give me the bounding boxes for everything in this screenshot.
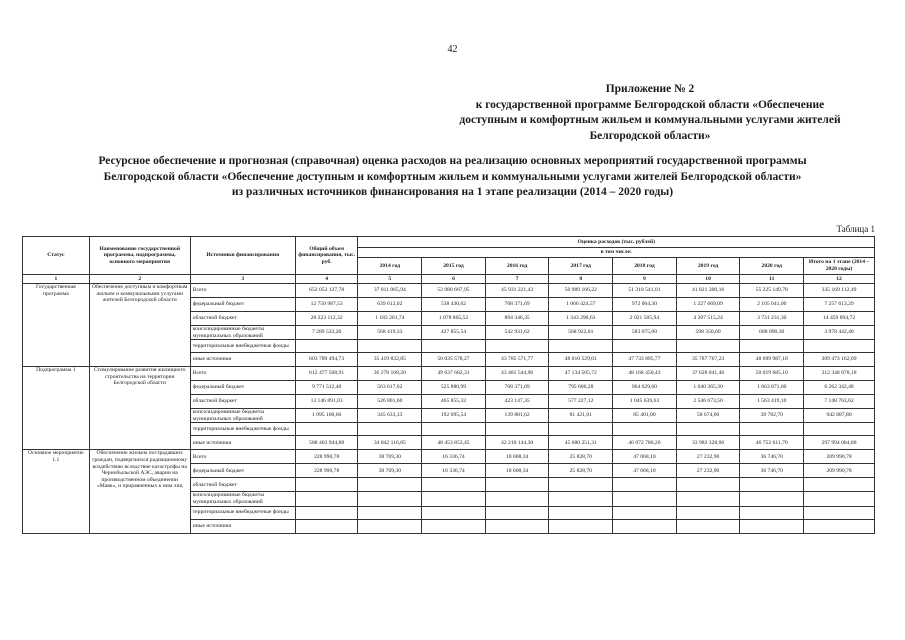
amount-cell: 1 066 424,57 [549, 298, 613, 312]
amount-cell [485, 492, 549, 506]
amount-cell [485, 478, 549, 492]
amount-cell [358, 519, 422, 533]
amount-cell: 48 699 987,18 [740, 353, 804, 367]
amount-cell: 14 459 894,72 [804, 312, 875, 326]
amount-cell [358, 506, 422, 519]
amount-cell: 27 232,90 [676, 464, 740, 478]
amount-cell [613, 492, 677, 506]
section-status: Государственная программа [23, 284, 90, 367]
amount-cell: 1 078 865,52 [422, 312, 486, 326]
amount-cell: 38 769,30 [358, 464, 422, 478]
document-title [20, 154, 885, 201]
appendix-line: к государственной программе Белгородской области «Обеспечение [475, 98, 825, 111]
section-status: Основное мероприятие 1.1 [23, 450, 90, 533]
amount-cell: 942 887,80 [804, 409, 875, 423]
amount-cell: 18 008,34 [485, 450, 549, 464]
amount-cell: 3 731 231,30 [740, 312, 804, 326]
amount-cell [740, 340, 804, 353]
amount-cell [740, 506, 804, 519]
amount-cell: 46 072 780,20 [613, 436, 677, 450]
amount-cell: 35 787 767,23 [676, 353, 740, 367]
amount-cell [804, 506, 875, 519]
amount-cell [358, 423, 422, 436]
amount-cell: 568 922,01 [549, 326, 613, 340]
amount-cell [549, 492, 613, 506]
section-name: Стимулирование развития жилищного строительства на территории Белгородской области [89, 367, 190, 450]
column-index: 1 [23, 275, 90, 284]
amount-cell [422, 506, 486, 519]
amount-cell: 583 075,00 [613, 326, 677, 340]
amount-cell: 309 473 162,09 [804, 353, 875, 367]
amount-cell: 708 371,69 [485, 298, 549, 312]
amount-cell [613, 519, 677, 533]
amount-cell [422, 519, 486, 533]
funding-source: областной бюджет [190, 478, 295, 492]
amount-cell: 972 064,30 [613, 298, 677, 312]
page-number: 42 [447, 44, 458, 55]
funding-source: областной бюджет [190, 312, 295, 326]
table-row [23, 450, 875, 464]
amount-cell: 50 019 685,10 [740, 367, 804, 381]
amount-cell [295, 340, 358, 353]
amount-cell: 50 035 578,27 [422, 353, 486, 367]
amount-cell: 1 040 365,30 [676, 381, 740, 395]
title-line: Ресурсное обеспечение и прогнозная (справочная) оценка расходов на реализацию основных мероприятий государственной программы [98, 155, 807, 167]
amount-cell: 51 310 541,01 [613, 284, 677, 298]
section-name: Обеспечение жильем пострадавших граждан, подвергшихся радиационному воздействию вследствие катастрофы на Чернобыльской АЭС, аварии на производственном объединении «Маяк», и приравненных к ним лиц [89, 450, 190, 533]
column-index: 6 [422, 275, 486, 284]
amount-cell: 13 146 891,03 [295, 395, 358, 409]
amount-cell: 37 628 041,46 [676, 367, 740, 381]
amount-cell [549, 519, 613, 533]
column-index: 12 [804, 275, 875, 284]
amount-cell: 1 343 290,63 [549, 312, 613, 326]
amount-cell [676, 340, 740, 353]
amount-cell [740, 492, 804, 506]
amount-cell: 36 278 168,20 [358, 367, 422, 381]
amount-cell [676, 506, 740, 519]
amount-cell: 3 978 442,40 [804, 326, 875, 340]
appendix-heading [425, 82, 875, 144]
amount-cell: 598 350,60 [676, 326, 740, 340]
column-index: 4 [295, 275, 358, 284]
amount-cell: 538 430,62 [422, 298, 486, 312]
header-status: Статус [23, 237, 90, 275]
table-row [23, 367, 875, 381]
title-line: из различных источников финансирования на 1 этапе реализации (2014 – 2020 годы) [231, 186, 674, 198]
amount-cell: 58 674,60 [676, 409, 740, 423]
column-index: 3 [190, 275, 295, 284]
amount-cell: 6 262 342,48 [804, 381, 875, 395]
amount-cell: 48 010 529,01 [549, 353, 613, 367]
amount-cell [295, 478, 358, 492]
amount-cell [676, 519, 740, 533]
amount-cell [295, 492, 358, 506]
amount-cell: 48 168 450,43 [613, 367, 677, 381]
amount-cell: 12 750 987,53 [295, 298, 358, 312]
amount-cell [740, 478, 804, 492]
amount-cell: 41 821 300,16 [676, 284, 740, 298]
amount-cell [613, 340, 677, 353]
amount-cell: 964 629,60 [613, 381, 677, 395]
amount-cell: 228 990,78 [295, 450, 358, 464]
amount-cell: 42 210 144,30 [485, 436, 549, 450]
amount-cell: 33 982 328,06 [676, 436, 740, 450]
header-year: 2018 год [613, 258, 677, 275]
amount-cell [613, 506, 677, 519]
column-index: 11 [740, 275, 804, 284]
funding-source: федеральный бюджет [190, 464, 295, 478]
column-index: 10 [676, 275, 740, 284]
amount-cell [549, 478, 613, 492]
amount-cell: 1 095 160,60 [295, 409, 358, 423]
section-status: Подпрограмма 1 [23, 367, 90, 450]
financing-table [22, 236, 875, 534]
column-index: 9 [613, 275, 677, 284]
header-estimate: Оценка расходов (тыс. рублей) [358, 237, 875, 248]
amount-cell: 49 637 682,31 [422, 367, 486, 381]
amount-cell [549, 423, 613, 436]
amount-cell: 25 828,70 [549, 464, 613, 478]
table-label: Таблица 1 [836, 224, 875, 234]
amount-cell [804, 478, 875, 492]
amount-cell [804, 423, 875, 436]
amount-cell: 16 336,74 [422, 450, 486, 464]
amount-cell: 85 401,00 [613, 409, 677, 423]
amount-cell: 542 931,62 [485, 326, 549, 340]
amount-cell: 50 989 166,22 [549, 284, 613, 298]
amount-cell: 427 855,54 [422, 326, 486, 340]
amount-cell: 47 068,10 [613, 464, 677, 478]
funding-source: территориальные внебюджетные фонды [190, 506, 295, 519]
header-year: Итого на 1 этапе (2014 – 2020 годы) [804, 258, 875, 275]
column-index: 8 [549, 275, 613, 284]
amount-cell [422, 478, 486, 492]
appendix-line: Белгородской области» [589, 129, 711, 142]
amount-cell: 18 008,34 [485, 464, 549, 478]
amount-cell [676, 423, 740, 436]
amount-cell: 47 733 895,77 [613, 353, 677, 367]
amount-cell: 465 855,32 [422, 395, 486, 409]
appendix-line: доступным и комфортным жильем и коммунальными услугами жителей [459, 114, 841, 126]
amount-cell [422, 423, 486, 436]
header-including: в том числе: [358, 248, 875, 258]
appendix-line: Приложение № 2 [605, 83, 695, 95]
amount-cell: 9 771 512,40 [295, 381, 358, 395]
amount-cell [358, 492, 422, 506]
amount-cell: 47 134 505,72 [549, 367, 613, 381]
amount-cell: 7 257 613,29 [804, 298, 875, 312]
amount-cell: 639 612,02 [358, 298, 422, 312]
amount-cell: 39 782,70 [740, 409, 804, 423]
amount-cell: 45 931 221,43 [485, 284, 549, 298]
amount-cell: 43 481 544,96 [485, 367, 549, 381]
amount-cell: 1 045 639,63 [613, 395, 677, 409]
amount-cell [613, 423, 677, 436]
amount-cell [549, 340, 613, 353]
funding-source: консолидированные бюджеты муниципальных образований [190, 409, 295, 423]
amount-cell: 588 463 944,88 [295, 436, 358, 450]
amount-cell: 652 053 127,78 [295, 284, 358, 298]
funding-source: иные источники [190, 353, 295, 367]
funding-source: федеральный бюджет [190, 381, 295, 395]
amount-cell: 577 227,12 [549, 395, 613, 409]
section-name: Обеспечение доступным и комфортным жильем и коммунальными услугами жителей Белгородской области [89, 284, 190, 367]
title-line: Белгородской области «Обеспечение доступным и комфортным жильем и коммунальными услугами жителей Белгородской области» [103, 170, 802, 183]
amount-cell [549, 506, 613, 519]
amount-cell: 1 183 201,74 [358, 312, 422, 326]
amount-cell: 81 421,01 [549, 409, 613, 423]
header-year: 2014 год [358, 258, 422, 275]
funding-source: Всего [190, 284, 295, 298]
header-year: 2020 год [740, 258, 804, 275]
amount-cell [422, 340, 486, 353]
funding-source: Всего [190, 367, 295, 381]
amount-cell: 2 105 041,00 [740, 298, 804, 312]
amount-cell: 43 785 571,77 [485, 353, 549, 367]
amount-cell [804, 492, 875, 506]
amount-cell: 47 068,10 [613, 450, 677, 464]
amount-cell [295, 423, 358, 436]
amount-cell: 795 606,28 [549, 381, 613, 395]
amount-cell: 335 169 112,49 [804, 284, 875, 298]
header-name: Наименование государственной программы, подпрограммы, основного мероприятия [89, 237, 190, 275]
amount-cell: 35 419 832,85 [358, 353, 422, 367]
amount-cell [613, 478, 677, 492]
funding-source: Всего [190, 450, 295, 464]
amount-cell: 209 990,78 [804, 464, 875, 478]
amount-cell: 688 890,30 [740, 326, 804, 340]
funding-source: федеральный бюджет [190, 298, 295, 312]
amount-cell: 38 769,30 [358, 450, 422, 464]
amount-cell: 228 990,78 [295, 464, 358, 478]
amount-cell: 894 346,35 [485, 312, 549, 326]
amount-cell: 603 789 494,73 [295, 353, 358, 367]
amount-cell: 209 990,78 [804, 450, 875, 464]
amount-cell: 139 881,62 [485, 409, 549, 423]
amount-cell: 52 080 667,95 [422, 284, 486, 298]
amount-cell: 37 811 065,94 [358, 284, 422, 298]
column-index: 2 [89, 275, 190, 284]
amount-cell: 1 663 871,60 [740, 381, 804, 395]
amount-cell: 7 148 763,62 [804, 395, 875, 409]
header-total: Общий объем финансирования, тыс. руб. [295, 237, 358, 275]
funding-source: иные источники [190, 519, 295, 533]
amount-cell: 525 880,99 [422, 381, 486, 395]
amount-cell [485, 519, 549, 533]
amount-cell: 568 419,33 [358, 326, 422, 340]
amount-cell: 45 680 251,31 [549, 436, 613, 450]
header-year: 2019 год [676, 258, 740, 275]
amount-cell: 2 546 673,50 [676, 395, 740, 409]
amount-cell: 612 477 508,91 [295, 367, 358, 381]
header-sources: Источники финансирования [190, 237, 295, 275]
amount-cell [485, 423, 549, 436]
amount-cell: 28 223 112,32 [295, 312, 358, 326]
amount-cell: 4 207 515,24 [676, 312, 740, 326]
amount-cell [295, 506, 358, 519]
amount-cell [422, 492, 486, 506]
amount-cell: 1 227 669,09 [676, 298, 740, 312]
table-row [23, 284, 875, 298]
amount-cell: 36 746,70 [740, 464, 804, 478]
header-year: 2015 год [422, 258, 486, 275]
amount-cell: 34 842 116,85 [358, 436, 422, 450]
amount-cell: 2 021 505,94 [613, 312, 677, 326]
amount-cell [804, 519, 875, 533]
amount-cell: 36 746,70 [740, 450, 804, 464]
amount-cell [295, 519, 358, 533]
funding-source: территориальные внебюджетные фонды [190, 340, 295, 353]
header-year: 2017 год [549, 258, 613, 275]
amount-cell [485, 506, 549, 519]
funding-source: областной бюджет [190, 395, 295, 409]
amount-cell: 563 617,02 [358, 381, 422, 395]
amount-cell: 297 994 084,88 [804, 436, 875, 450]
amount-cell: 27 232,90 [676, 450, 740, 464]
amount-cell [485, 340, 549, 353]
amount-cell [358, 478, 422, 492]
funding-source: территориальные внебюджетные фонды [190, 423, 295, 436]
amount-cell: 708 371,69 [485, 381, 549, 395]
amount-cell: 1 563 419,10 [740, 395, 804, 409]
amount-cell [740, 519, 804, 533]
amount-cell [358, 340, 422, 353]
amount-cell: 345 633,33 [358, 409, 422, 423]
amount-cell: 526 801,60 [358, 395, 422, 409]
amount-cell [804, 340, 875, 353]
amount-cell [676, 478, 740, 492]
column-index: 5 [358, 275, 422, 284]
header-year: 2016 год [485, 258, 549, 275]
amount-cell: 16 336,74 [422, 464, 486, 478]
funding-source: консолидированные бюджеты муниципальных образований [190, 492, 295, 506]
amount-cell: 46 752 611,70 [740, 436, 804, 450]
amount-cell: 25 828,70 [549, 450, 613, 464]
column-index: 7 [485, 275, 549, 284]
amount-cell: 7 289 533,20 [295, 326, 358, 340]
amount-cell: 312 348 078,18 [804, 367, 875, 381]
funding-source: иные источники [190, 436, 295, 450]
amount-cell [676, 492, 740, 506]
amount-cell: 192 095,54 [422, 409, 486, 423]
amount-cell: 48 453 853,45 [422, 436, 486, 450]
amount-cell: 423 147,35 [485, 395, 549, 409]
amount-cell [740, 423, 804, 436]
funding-source: консолидированные бюджеты муниципальных образований [190, 326, 295, 340]
amount-cell: 55 225 149,78 [740, 284, 804, 298]
